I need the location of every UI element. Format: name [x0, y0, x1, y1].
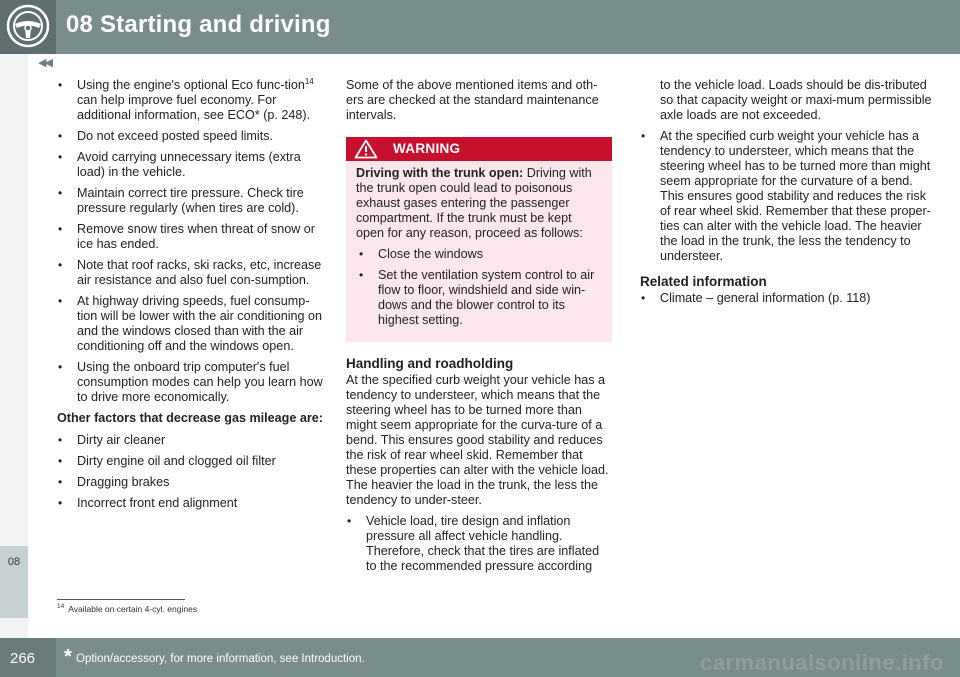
warning-list	[356, 247, 602, 328]
list-item: • Dirty engine oil and clogged oil filter	[57, 454, 325, 469]
list-item: • Remove snow tires when threat of snow or ice has ended.	[57, 222, 325, 252]
header-logo-box	[0, 0, 56, 54]
related-link[interactable]: • Climate – general information (p. 118)	[640, 291, 934, 306]
footnote: $^{14}$ Available on certain 4-cyl. engines	[57, 603, 198, 614]
list-item: • At the specified curb weight your vehicle has a tendency to understeer, which means that the steering wheel has to be turned more than might seem appropriate for the curvature of a bend. This ensures good stability and reduces the risk of rear wheel skid. Remember that these proper-ties can alter with the vehicle load. The heavier the load in the trunk, the less the tendency to understeer.	[640, 129, 934, 264]
steering-wheel-icon	[6, 4, 50, 48]
bullet-continuation: to the vehicle load. Loads should be dis-tributed so that capacity weight or maxi-mum permissible axle loads are not exceeded.	[660, 78, 932, 122]
warning-header	[346, 137, 612, 161]
footnote-ref: 14	[304, 76, 314, 86]
list-item: • Set the ventilation system control to air flow to floor, windshield and side win-dows and the blower control to its highest setting.	[356, 268, 602, 328]
understeer-list	[640, 129, 934, 264]
handling-list	[346, 514, 612, 574]
footer-note: Option/accessory, for more information, see Introduction.	[76, 653, 365, 665]
back-arrows-icon[interactable]: ◀◀	[38, 57, 51, 69]
warning-triangle-icon	[354, 139, 378, 159]
list-item: • Incorrect front end alignment	[57, 496, 325, 511]
page-header	[0, 0, 960, 54]
list-item: • Maintain correct tire pressure. Check tire pressure regularly (when tires are cold).	[57, 186, 325, 216]
eco-tips-list	[57, 78, 325, 405]
handling-text: At the specified curb weight your vehicle has a tendency to understeer, which means that the steering wheel has to be turned more than might seem appropriate for the curva-ture of a bend. This ensures good stability and reduces the risk of rear wheel skid. Remember that these properties can alter with the vehicle load. The heavier the load in the trunk, the less the tendency to under-steer.	[346, 373, 609, 507]
warning-lead: Driving with the trunk open: Driving with the trunk open could lead to poisonous exhaust gases entering the passenger compartment. If the trunk must be kept open for any reason, proceed as follows:	[356, 166, 592, 240]
page-number: 266	[10, 650, 36, 667]
list-item: • Do not exceed posted speed limits.	[57, 129, 325, 144]
handling-heading: Handling and roadholding	[346, 356, 514, 371]
related-heading: Related information	[640, 274, 767, 289]
footnote-divider	[57, 599, 185, 600]
list-item: • Dirty air cleaner	[57, 433, 325, 448]
column-2	[346, 78, 612, 580]
list-item: • Vehicle load, tire design and inflation pressure all affect vehicle handling. Therefore, check that the tires are inflated to the recommended pressure according	[346, 514, 612, 574]
list-item: • Using the engine's optional Eco func-tion$^{14}$ can help improve fuel economy. For additional information, see ECO* (p. 248).	[57, 78, 325, 123]
list-item: • At highway driving speeds, fuel consump-tion will be lower with the air conditioning on and the windows closed than with the air conditioning off and the windows open.	[57, 294, 325, 354]
maintenance-intro: Some of the above mentioned items and oth-ers are checked at the standard maintenance intervals.	[346, 78, 599, 122]
chapter-tab-label: 08	[7, 556, 21, 568]
list-item: • Using the onboard trip computer's fuel consumption modes can help you learn how to drive more economically.	[57, 360, 325, 405]
other-factors-list	[57, 433, 325, 511]
column-3	[640, 78, 934, 312]
asterisk-icon: *	[64, 646, 72, 668]
list-item: • Close the windows	[356, 247, 602, 262]
watermark: carmanualsonline.info	[700, 650, 944, 675]
column-1	[57, 78, 325, 517]
other-factors-heading: Other factors that decrease gas mileage are:	[57, 411, 323, 425]
list-item: • Avoid carrying unnecessary items (extra load) in the vehicle.	[57, 150, 325, 180]
list-item: • Dragging brakes	[57, 475, 325, 490]
warning-box	[346, 137, 612, 342]
warning-title: WARNING	[393, 141, 461, 156]
related-list	[640, 291, 934, 306]
list-item: • Note that roof racks, ski racks, etc, increase air resistance and also fuel con-sumption.	[57, 258, 325, 288]
warning-body	[346, 161, 612, 328]
page-title: 08 Starting and driving	[66, 11, 331, 38]
